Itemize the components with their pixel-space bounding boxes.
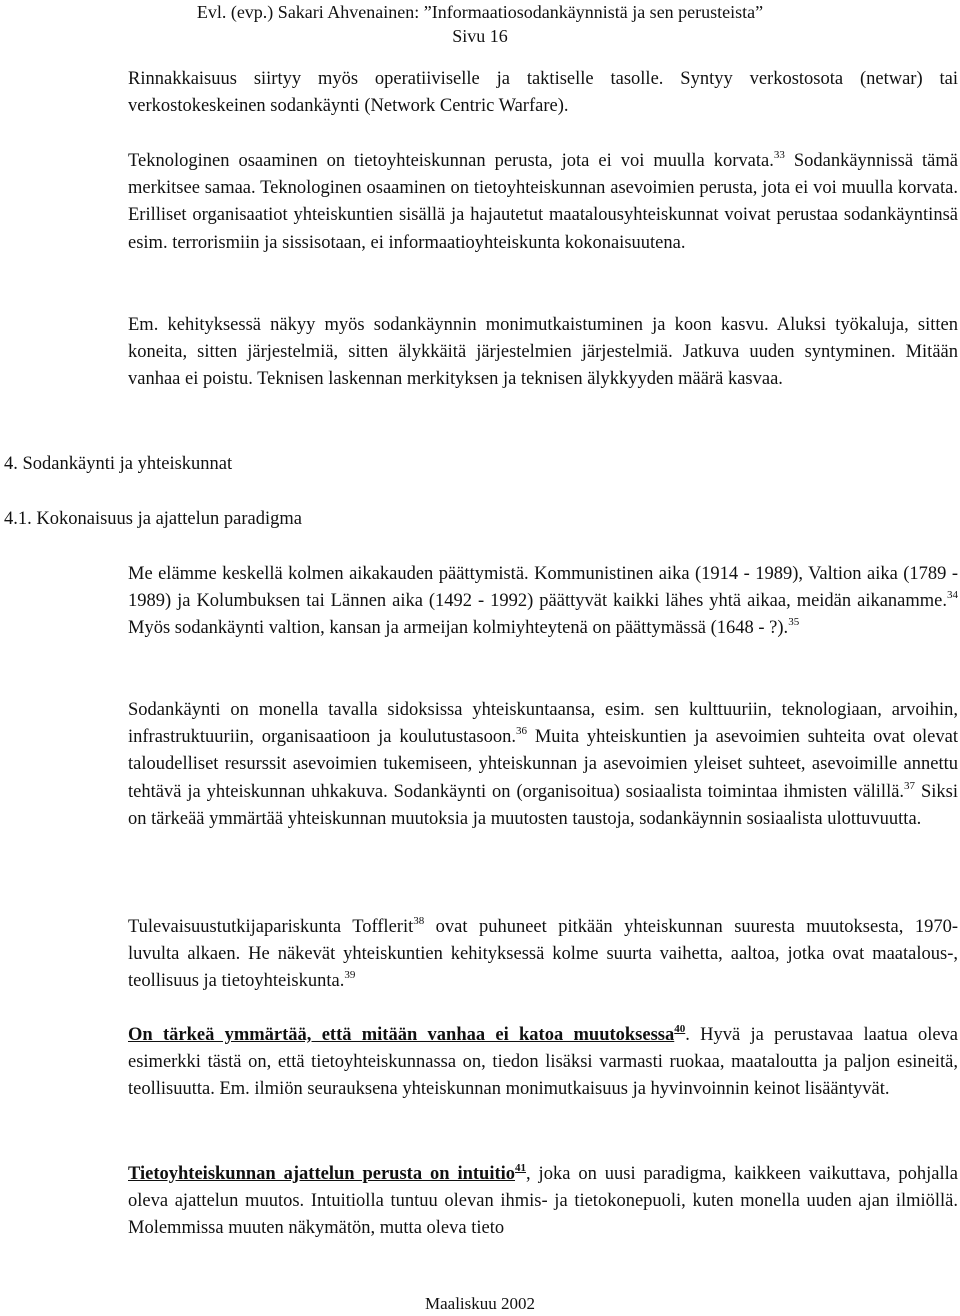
page-number: Sivu 16 xyxy=(452,26,508,46)
emphasis-text: Tietoyhteiskunnan ajattelun perusta on intuitio xyxy=(128,1164,516,1184)
paragraph-rinnakkaisuus xyxy=(128,66,958,120)
footnote-ref-35[interactable]: 35 xyxy=(788,616,800,629)
paragraph-text: Em. kehityksessä näkyy myös sodankäynnin monimutkaistuminen ja koon kasvu. Aluksi työkaluja, sitten koneita, sitten järjestelmiä, sitten älykkäitä järjestelmien järjestelmiä. Jatkuva uuden syntyminen. Mitään vanhaa ei poistu. Teknisen laskennan merkityksen ja teknisen älykkyyden määrä kasvaa. xyxy=(128,315,958,390)
paragraph-text: Muita yhteiskuntien ja asevoimien suhteita ovat olevat taloudelliset resurssit asevoimien tukemiseen, yhteiskunnan ja asevoimien yleiset suhteet, asevoimille annettu tehtävä ja yhteiskunnan uhkakuva. Sodankäynti on (organisoitua) sosiaalista toimintaa ihmisten välillä. xyxy=(128,727,958,802)
header-title: Evl. (evp.) Sakari Ahvenainen: ”Informaatiosodankäynnistä ja sen perusteista” xyxy=(196,2,764,22)
footnote-ref-40[interactable]: 40 xyxy=(674,1023,686,1035)
footnote-ref-36[interactable]: 36 xyxy=(516,725,527,738)
paragraph-text: , joka on uusi paradigma, kaikkeen vaikuttava, pohjalla oleva ajattelun muutos. Intuitiolla tuntuu olevan ihmis- ja tietokonepuoli, kuten monella uuden ajan ilmiöllä. Molemmissa muuten näkymätön, mutta oleva tieto xyxy=(128,1164,958,1239)
page-footer: Maaliskuu 2002 xyxy=(424,1294,536,1313)
section-heading-4: 4. Sodankäynti ja yhteiskunnat xyxy=(4,454,233,474)
paragraph-sidoksissa xyxy=(128,697,958,833)
paragraph-tofflerit xyxy=(128,914,958,996)
paragraph-text: Sodankäynnissä tämä merkitsee samaa. Teknologinen osaaminen on tietoyhteiskunnan asevoimien perusta, jota ei voi muulla korvata. Erilliset organisaatiot yhteiskuntien sisällä ja hajautetut maatalousyhteiskunnat voivat perustaa sodankäyntinsä esim. terrorismiin ja sissisotaan, ei informaatioyhteiskunta kokonaisuutena. xyxy=(128,151,958,253)
paragraph-text: Tulevaisuustutkijapariskunta Tofflerit xyxy=(128,917,414,937)
paragraph-aikakaudet xyxy=(128,561,958,643)
paragraph-intuitio xyxy=(128,1161,958,1243)
paragraph-text: ovat puhuneet pitkään yhteiskunnan suuresta muutoksesta, 1970- luvulta alkaen. He näkevät yhteiskuntien kehityksessä kolme suurta vaihetta, aaltoa, jotka ovat maatalous-, teollisuus ja tietoyhteiskunta. xyxy=(128,917,958,992)
paragraph-text: Me elämme keskellä kolmen aikakauden päättymistä. Kommunistinen aika (1914 - 1989), Valtion aika (1789 - 1989) ja Kolumbuksen tai Lännen aika (1492 - 1992) päättyvät kaikki lähes yhtä aikaa, meidän aikanamme. xyxy=(128,564,958,612)
paragraph-teknologinen xyxy=(128,148,958,257)
footnote-ref-41[interactable]: 41 xyxy=(515,1162,527,1174)
footnote-ref-38[interactable]: 38 xyxy=(413,915,425,927)
paragraph-text: Teknologinen osaaminen on tietoyhteiskunnan perusta, jota ei voi muulla korvata. xyxy=(128,151,774,171)
paragraph-text: Myös sodankäynti valtion, kansan ja armeijan kolmiyhteytenä on päättymässä (1648 - ?). xyxy=(128,618,789,639)
footnote-ref-37[interactable]: 37 xyxy=(904,779,916,792)
paragraph-text: . Hyvä ja perustavaa laatua oleva esimerkki tästä on, että tietoyhteiskunnassa on, tiedon lisäksi varmasti ruokaa, maataloutta ja paljon esineitä, teollisuutta. Em. ilmiön seurauksena yhteiskunnan monimutkaisuus ja hyvinvoinnin keinot lisääntyvät. xyxy=(128,1025,958,1100)
paragraph-muutos xyxy=(128,1022,958,1104)
paragraph-text: Rinnakkaisuus siirtyy myös operatiiviselle ja taktiselle tasolle. Syntyy verkostosota (netwar) tai verkostokeskeinen sodankäynti (Network Centric Warfare). xyxy=(128,69,958,117)
emphasis-text: On tärkeä ymmärtää, että mitään vanhaa ei katoa muutoksessa xyxy=(128,1025,675,1045)
paragraph-text: Sodankäynti on monella tavalla sidoksissa yhteiskuntaansa, esim. sen kulttuuriin, teknologiaan, arvoihin, infrastruktuuriin, organisaatioon ja koulutustasoon. xyxy=(128,700,958,748)
paragraph-kehitys xyxy=(128,312,958,394)
footnote-ref-33[interactable]: 33 xyxy=(773,149,785,161)
footnote-ref-34[interactable]: 34 xyxy=(947,589,958,602)
page-header xyxy=(0,0,960,48)
footnote-ref-39[interactable]: 39 xyxy=(344,969,356,982)
paragraph-text: Siksi on tärkeää ymmärtää yhteiskunnan muutoksia ja muutosten taustoja, sodankäynnin sosiaalista ulottuvuutta. xyxy=(128,781,958,829)
section-heading-4-1: 4.1. Kokonaisuus ja ajattelun paradigma xyxy=(4,509,302,529)
